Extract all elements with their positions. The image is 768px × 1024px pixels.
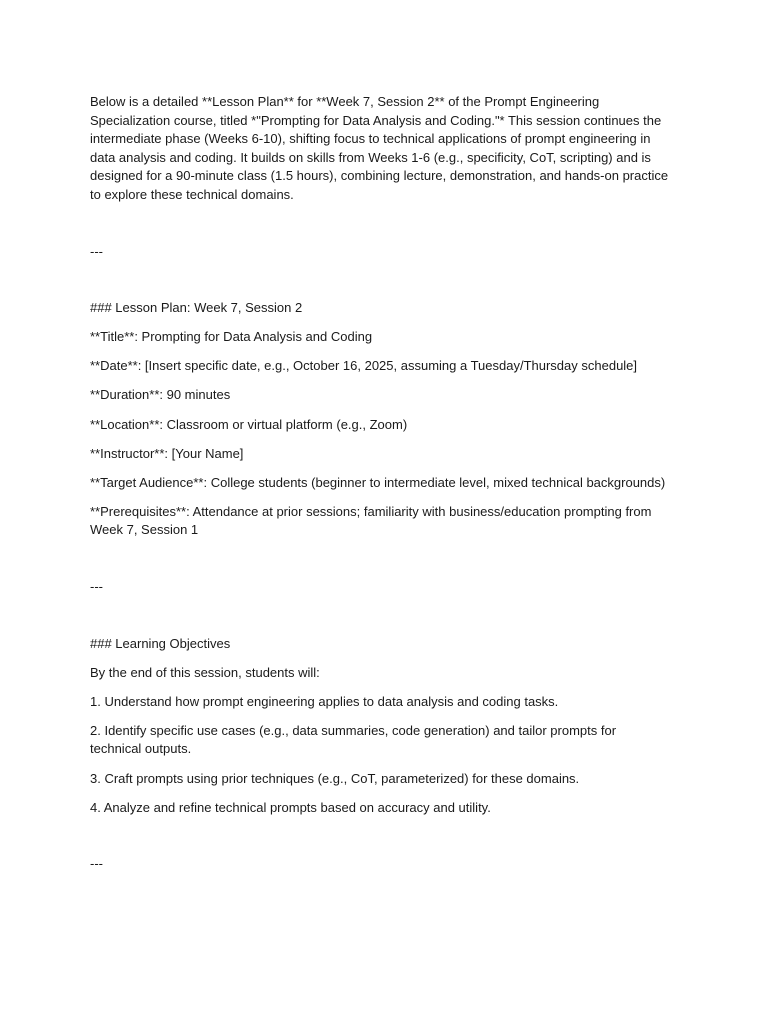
separator-3: --- xyxy=(90,856,103,872)
lesson-duration: **Duration**: 90 minutes xyxy=(90,387,231,403)
lesson-date: **Date**: [Insert specific date, e.g., October 16, 2025, assuming a Tuesday/Thursday schedule] xyxy=(90,358,638,374)
objective-item-4: 4. Analyze and refine technical prompts based on accuracy and utility. xyxy=(90,799,491,815)
lesson-instructor: **Instructor**: [Your Name] xyxy=(90,445,244,461)
objective-item-1: 1. Understand how prompt engineering applies to data analysis and coding tasks. xyxy=(90,693,559,709)
lesson-prerequisites: **Prerequisites**: Attendance at prior sessions; familiarity with business/education prompting from Week 7, Session 1 xyxy=(90,503,656,538)
objective-item-2: 2. Identify specific use cases (e.g., data summaries, code generation) and tailor prompts for technical outputs. xyxy=(90,722,620,757)
separator-2: --- xyxy=(90,579,103,594)
document-body xyxy=(90,93,670,912)
lesson-audience: **Target Audience**: College students (beginner to intermediate level, mixed technical backgrounds) xyxy=(90,474,666,490)
objectives-lead: By the end of this session, students will: xyxy=(90,664,320,680)
lesson-location: **Location**: Classroom or virtual platform (e.g., Zoom) xyxy=(90,416,408,432)
separator-1: --- xyxy=(90,243,103,259)
objective-item-3: 3. Craft prompts using prior techniques (e.g., CoT, parameterized) for these domains. xyxy=(90,770,580,786)
lesson-plan-heading: ### Lesson Plan: Week 7, Session 2 xyxy=(90,300,303,316)
lesson-title: **Title**: Prompting for Data Analysis and Coding xyxy=(90,329,373,345)
objectives-heading: ### Learning Objectives xyxy=(90,635,231,651)
intro-paragraph: Below is a detailed **Lesson Plan** for **Week 7, Session 2** of the Prompt Engineering Specialization course, titled *"Prompting for Data Analysis and Coding."* This session continues the intermediate phase (Weeks 6-10), shifting focus to technical applications of prompt engineering in data analysis and coding. It builds on skills from Weeks 1-6 (e.g., specificity, CoT, scripting) and is designed for a 90-minute class (1.5 hours), combining lecture, demonstration, and hands-on practice to explore these technical domains. xyxy=(90,94,672,202)
